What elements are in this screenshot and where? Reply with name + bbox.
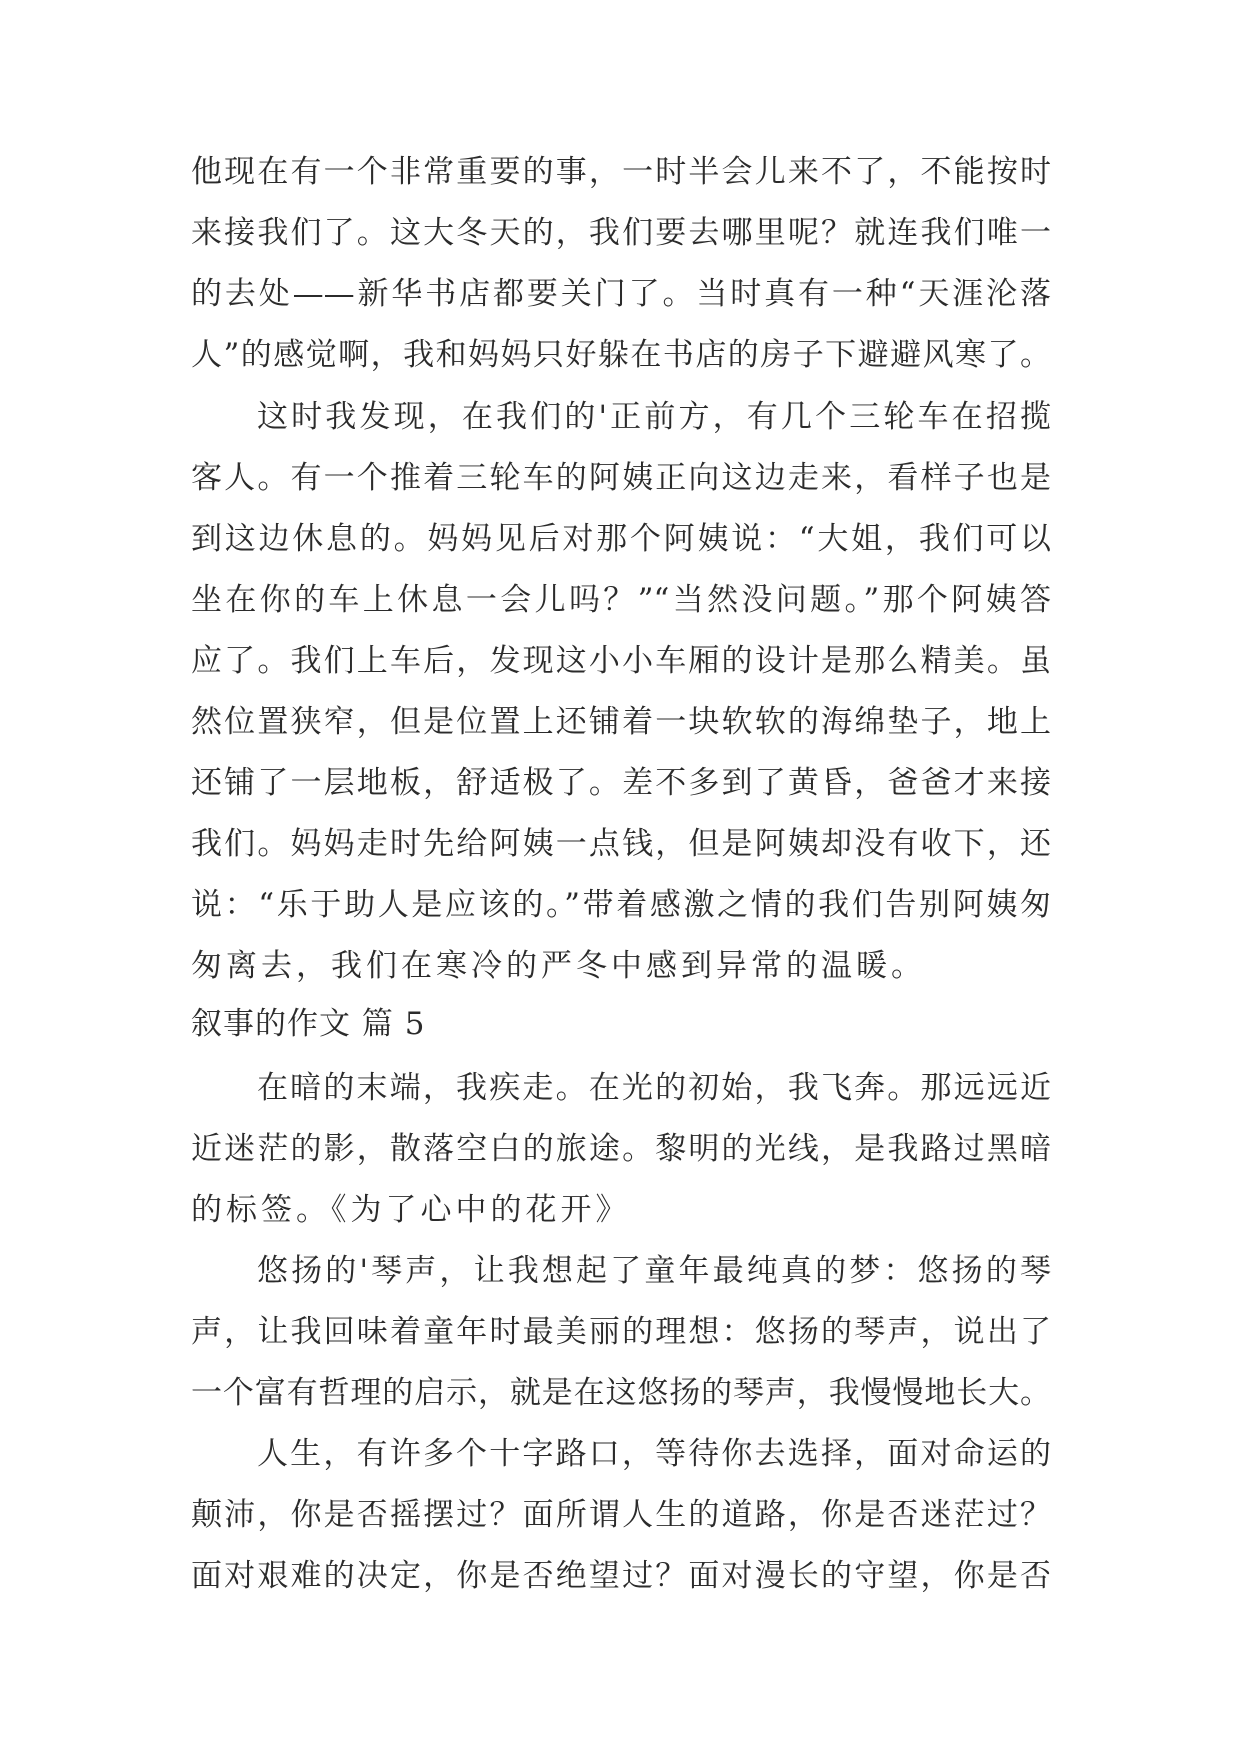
text-line-6: 客人。有一个推着三轮车的阿姨正向这边走来，看样子也是 <box>191 460 1051 496</box>
text-line-14: 匆离去，我们在寒冷的严冬中感到异常的温暖。 <box>191 948 926 984</box>
section-heading: 叙事的作文 篇 5 <box>191 1006 426 1042</box>
text-line-21: 一个富有哲理的启示，就是在这悠扬的琴声，我慢慢地长大。 <box>191 1375 1051 1411</box>
text-line-3: 的去处——新华书店都要关门了。当时真有一种“天涯沦落 <box>191 276 1051 312</box>
text-line-22: 人生，有许多个十字路口，等待你去选择，面对命运的 <box>257 1436 1051 1472</box>
text-line-5: 这时我发现，在我们的'正前方，有几个三轮车在招揽 <box>257 399 1051 435</box>
text-line-7: 到这边休息的。妈妈见后对那个阿姨说：“大姐，我们可以 <box>191 521 1051 557</box>
text-line-9: 应了。我们上车后，发现这小小车厢的设计是那么精美。虽 <box>191 643 1051 679</box>
text-line-16: 在暗的末端，我疾走。在光的初始，我飞奔。那远远近 <box>257 1070 1051 1106</box>
text-line-17: 近迷茫的影，散落空白的旅途。黎明的光线，是我路过黑暗 <box>191 1131 1051 1167</box>
text-line-24: 面对艰难的决定，你是否绝望过？面对漫长的守望，你是否 <box>191 1558 1051 1594</box>
text-line-18: 的标签。《为了心中的花开》 <box>191 1192 631 1228</box>
text-line-12: 我们。妈妈走时先给阿姨一点钱，但是阿姨却没有收下，还 <box>191 826 1051 862</box>
text-line-2: 来接我们了。这大冬天的，我们要去哪里呢？就连我们唯一 <box>191 215 1051 251</box>
text-line-23: 颠沛，你是否摇摆过？面所谓人生的道路，你是否迷茫过？ <box>191 1497 1051 1533</box>
text-line-10: 然位置狭窄，但是位置上还铺着一块软软的海绵垫子，地上 <box>191 704 1051 740</box>
text-line-11: 还铺了一层地板，舒适极了。差不多到了黄昏，爸爸才来接 <box>191 765 1051 801</box>
text-line-13: 说：“乐于助人是应该的。”带着感激之情的我们告别阿姨匆 <box>191 887 1051 923</box>
text-line-8: 坐在你的车上休息一会儿吗？”“当然没问题。”那个阿姨答 <box>191 582 1051 618</box>
text-line-4: 人”的感觉啊，我和妈妈只好躲在书店的房子下避避风寒了。 <box>191 337 1051 373</box>
text-line-20: 声，让我回味着童年时最美丽的理想：悠扬的琴声，说出了 <box>191 1314 1051 1350</box>
text-line-19: 悠扬的'琴声，让我想起了童年最纯真的梦：悠扬的琴 <box>257 1253 1051 1289</box>
text-line-1: 他现在有一个非常重要的事，一时半会儿来不了，不能按时 <box>191 154 1051 190</box>
